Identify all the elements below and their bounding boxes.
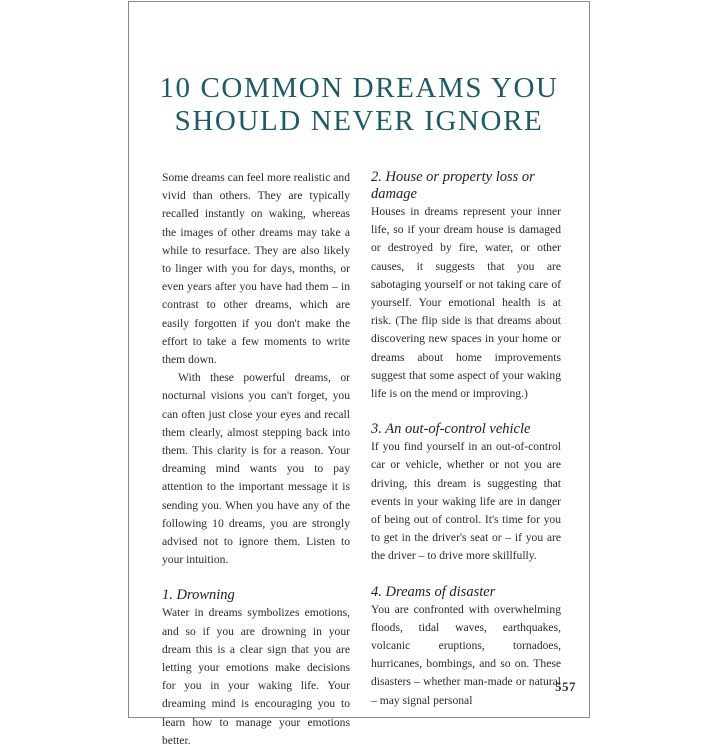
page-title: 10 COMMON DREAMS YOU SHOULD NEVER IGNORE — [159, 72, 559, 137]
section-heading-vehicle: 3. An out-of-control vehicle — [371, 421, 531, 438]
section-body-disaster: You are confronted with overwhelming floods, tidal waves, earthquakes, volcanic eruptions, tornadoes, hurricanes, bombings, and so on. These disasters – whether man-made or natural – may signal personal — [371, 602, 561, 707]
section-heading-disaster: 4. Dreams of disaster — [371, 583, 496, 600]
intro-paragraph-1: Some dreams can feel more realistic and vivid than others. They are typically recalled instantly on waking, whereas the images of other dreams may take a while to resurface. They are also likely to linger with you for days, months, or even years after you have had them – in contrast to other dreams, which are easily forgotten if you don't make the effort to take a few moments to write them down. — [162, 171, 350, 367]
section-body-house: Houses in dreams represent your inner life, so if your dream house is damaged or destroyed by fire, water, or other causes, it suggests that you are sabotaging yourself or not taking care of yourself. Your emotional health is at risk. (The flip side is that dreams about discovering new spaces in your home or dreams about home improvements suggest that some aspect of your waking life is on the mend or improving.) — [371, 205, 561, 401]
section-body-drowning: Water in dreams symbolizes emotions, and so if you are drowning in your dream this is a clear sign that you are letting your emotions make decisions for you in your waking life. Your dreaming mind is encouraging you to learn how to manage your emotions better. — [162, 606, 350, 747]
book-page — [128, 1, 590, 747]
page-number: 557 — [555, 679, 576, 694]
section-heading-house: 2. House or property loss or damage — [371, 169, 535, 202]
left-column — [162, 169, 350, 750]
intro-paragraph-2: With these powerful dreams, or nocturnal visions you can't forget, you can often just close your eyes and recall them clearly, almost stepping back into them. This clarity is for a reason. Your dreaming mind wants you to pay attention to the important message it is sending you. When you have any of the following 10 dreams, you are strongly advised not to ignore them. Listen to your intuition. — [162, 371, 350, 567]
right-column — [371, 169, 561, 710]
section-body-vehicle: If you find yourself in an out-of-control car or vehicle, whether or not you are driving, this dream is suggesting that events in your waking life are in danger of being out of control. It's time for you to get in the driver's seat or – if you are the driver – to drive more skillfully. — [371, 440, 561, 563]
section-heading-drowning: 1. Drowning — [162, 587, 235, 604]
